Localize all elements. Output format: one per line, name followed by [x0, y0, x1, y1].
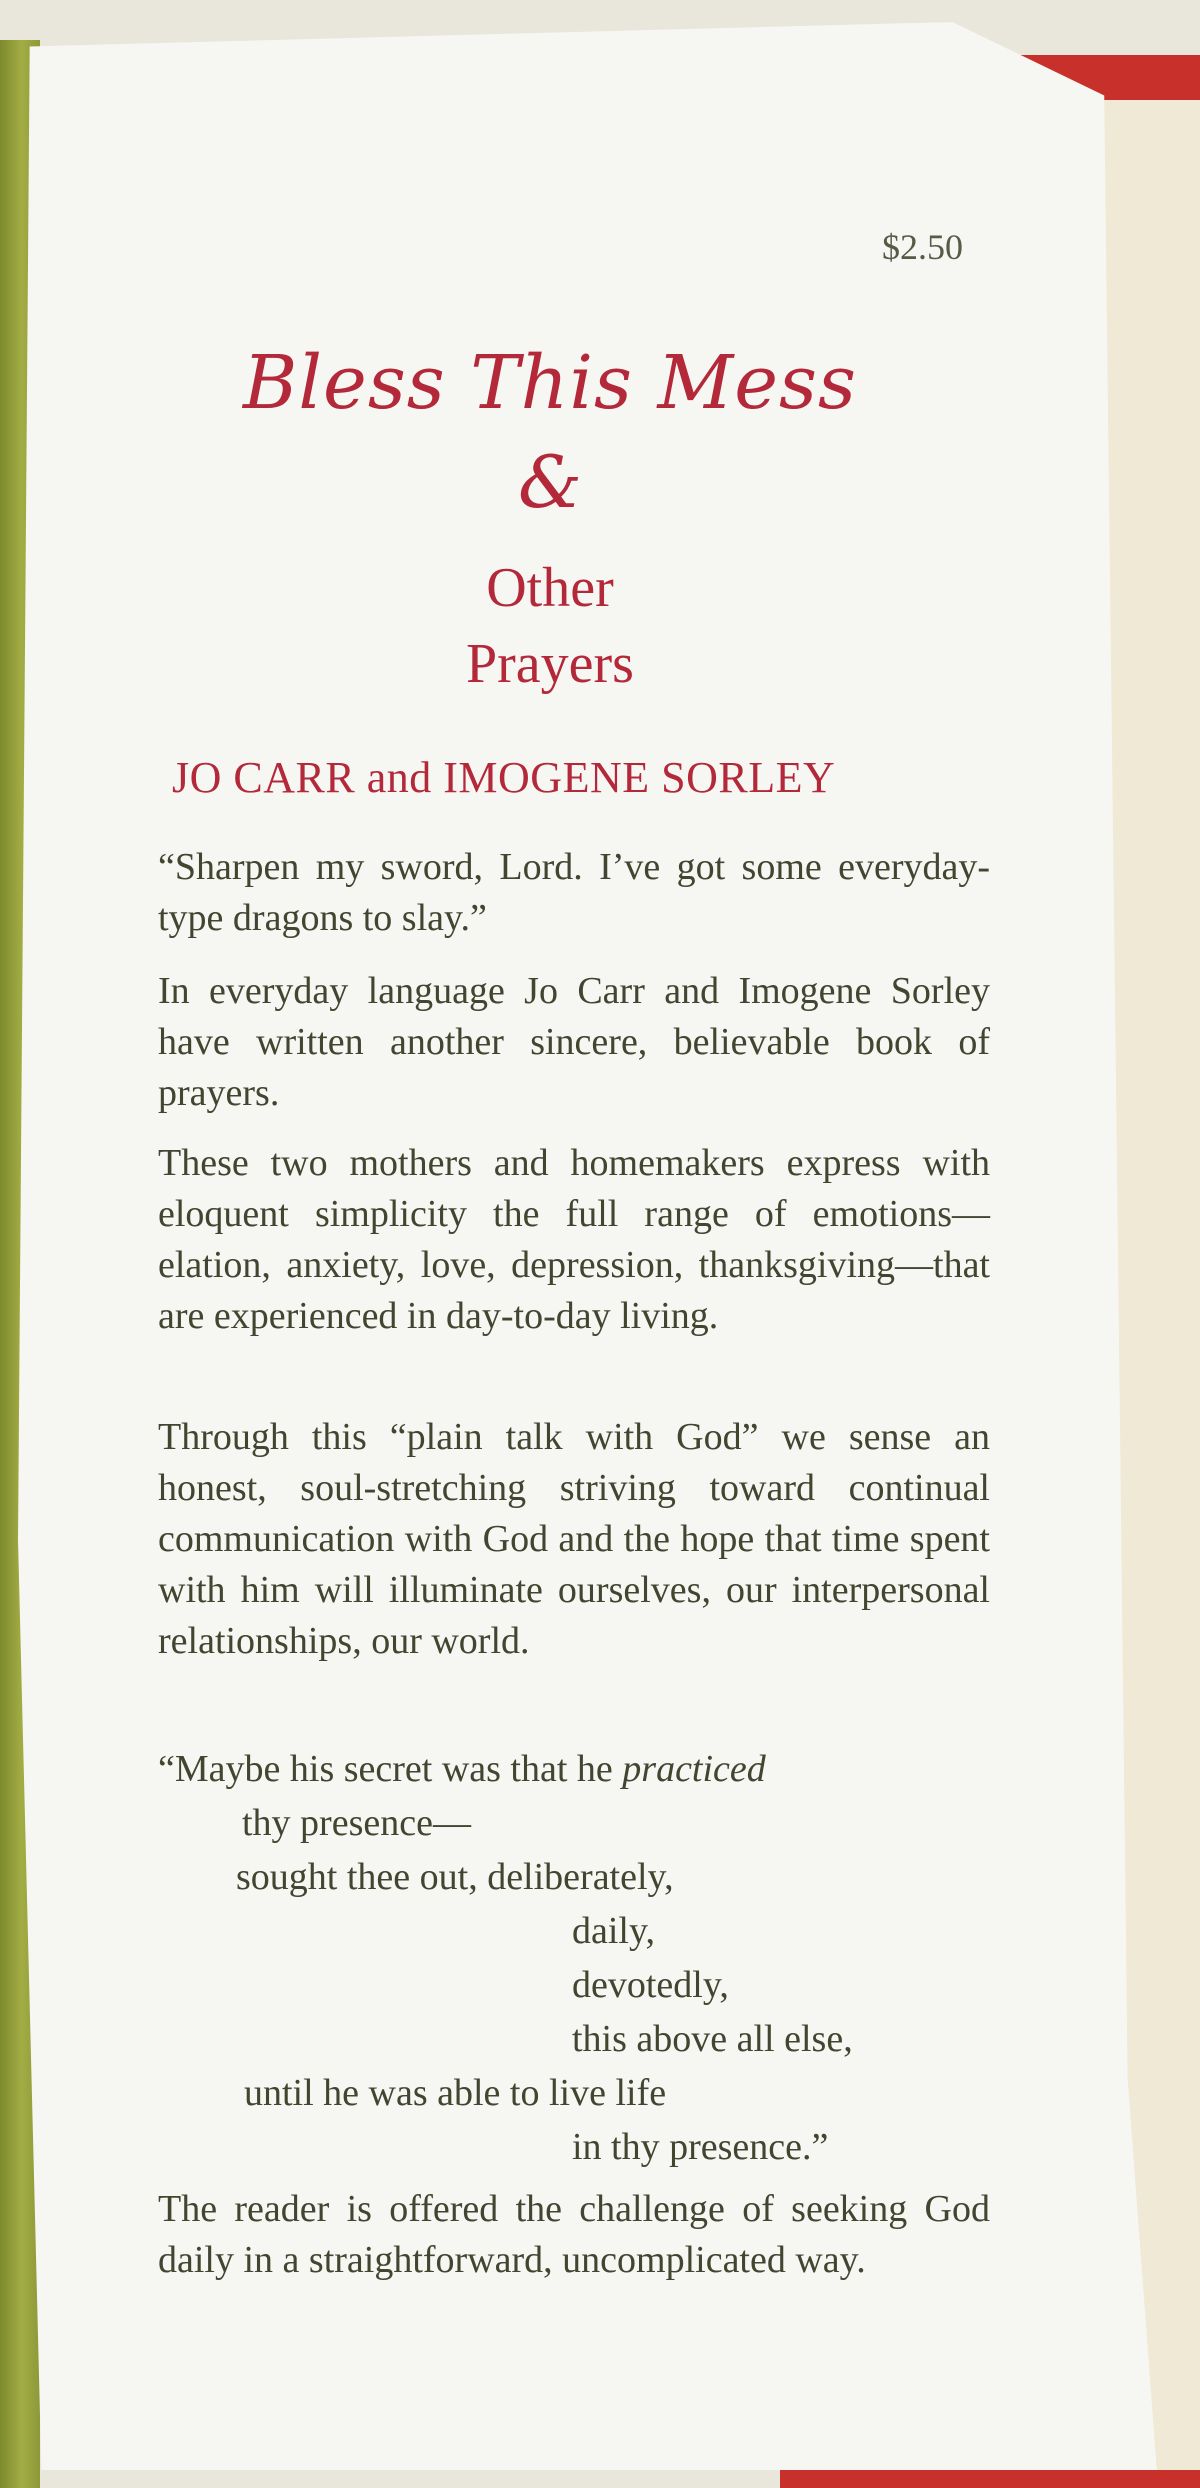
poem-line-1	[158, 1744, 766, 1795]
poem-line-6: this above all else,	[572, 2018, 853, 2060]
book-title-line3: Prayers	[466, 633, 634, 695]
poem-emphasis: practiced	[622, 1748, 766, 1790]
author-names: JO CARR and IMOGENE SORLEY	[172, 753, 836, 802]
description-paragraph-2: These two mothers and homemakers express with eloquent simplicity the full range of emotions—elation, anxiety, love, depression, thanksgiving—that are experienced in day-to-day living.	[158, 1142, 990, 1337]
poem-line-4: daily,	[572, 1910, 656, 1952]
red-book-cloth-bottom	[780, 2470, 1200, 2488]
closing-paragraph: The reader is offered the challenge of seeking God daily in a straightforward, uncomplicated way.	[158, 2188, 990, 2281]
poem-line-2: thy presence—	[242, 1802, 471, 1844]
opening-quote-paragraph: “Sharpen my sword, Lord. I’ve got some everyday-type dragons to slay.”	[158, 846, 990, 939]
price-label: $2.50	[882, 227, 963, 267]
poem-line-8: in thy presence.”	[572, 2126, 829, 2168]
poem-line-1-text: “Maybe his secret was that he	[158, 1748, 623, 1790]
description-paragraph-3: Through this “plain talk with God” we sense an honest, soul-stretching striving toward continual communication with God and the hope that time spent with him will illuminate ourselves, our interpersonal relationships, our world.	[158, 1416, 990, 1662]
poem-line-5: devotedly,	[572, 1964, 729, 2006]
poem-line-3: sought thee out, deliberately,	[236, 1856, 674, 1898]
title-ampersand: &	[517, 440, 583, 524]
book-title-line1: Bless This Mess	[242, 340, 857, 426]
book-title-line2: Other	[486, 557, 614, 619]
poem-line-7: until he was able to live life	[244, 2072, 667, 2114]
description-paragraph-1: In everyday language Jo Carr and Imogene Sorley have written another sincere, believable book of prayers.	[158, 970, 990, 1114]
